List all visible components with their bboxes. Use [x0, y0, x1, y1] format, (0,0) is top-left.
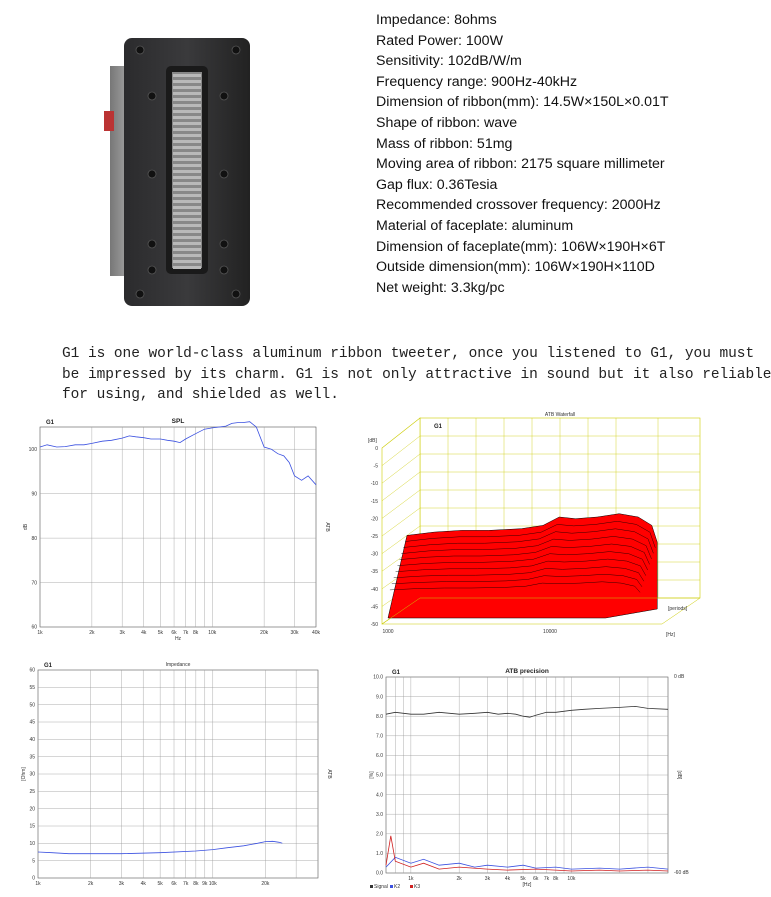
- y-tick-label: 20: [29, 806, 35, 813]
- x-tick-label: 40k: [311, 630, 321, 636]
- right-axis-label: [dB]: [676, 770, 682, 780]
- y-tick-label: 7.0: [376, 733, 383, 740]
- x-tick-label: 4k: [504, 876, 511, 882]
- y-tick-label: -45: [370, 604, 378, 611]
- legend-swatch: [370, 885, 373, 888]
- y-tick-label: 100: [28, 446, 37, 453]
- x-tick-label: 1000: [382, 629, 394, 635]
- x-tick-label: 8k: [193, 881, 199, 887]
- right-axis-label: ATB: [324, 522, 330, 532]
- x-tick-label: 20k: [260, 630, 269, 636]
- x-axis-label: [Hz]: [522, 882, 532, 888]
- y-tick-label: 90: [31, 491, 37, 498]
- plot-frame: [40, 427, 316, 627]
- x-tick-label: 3k: [119, 630, 125, 636]
- y-tick-label: 25: [29, 789, 35, 796]
- y-tick-label: -40: [370, 586, 378, 593]
- x-tick-label: 6k: [171, 630, 177, 636]
- spec-item: Sensitivity: 102dB/W/m: [376, 53, 522, 70]
- x-axis-label: [Hz]: [666, 632, 675, 638]
- x-tick-label: 2k: [456, 876, 462, 882]
- y-axis-label: dB: [23, 523, 29, 531]
- spec-item: Dimension of faceplate(mm): 106W×190H×6T: [376, 238, 666, 255]
- y-tick-label: 15: [29, 823, 35, 830]
- y-tick-label: -30: [370, 551, 378, 558]
- y-tick-label: -35: [370, 569, 378, 576]
- y-tick-label: 0.0: [376, 870, 383, 877]
- x-tick-label: 9k: [202, 881, 208, 887]
- y-tick-label: 35: [29, 754, 35, 761]
- y-tick-label: 30: [29, 771, 35, 778]
- spec-item: Net weight: 3.3kg/pc: [376, 279, 505, 296]
- y-tick-label: -25: [370, 534, 378, 540]
- x-tick-label: 1k: [35, 881, 41, 887]
- x-tick-label: 7k: [182, 630, 189, 636]
- x-tick-label: 10k: [208, 630, 217, 636]
- x-tick-label: 8k: [553, 876, 559, 882]
- product-photo: [100, 36, 270, 308]
- x-tick-label: 5k: [157, 881, 163, 887]
- x-tick-label: 10k: [208, 881, 217, 887]
- spec-list: [376, 10, 694, 298]
- spec-item: Recommended crossover frequency: 2000Hz: [376, 197, 661, 214]
- spec-item: Impedance: 8ohms: [376, 12, 497, 28]
- x-tick-label: 1k: [408, 876, 414, 882]
- spec-item: Moving area of ribbon: 2175 square millimeter: [376, 156, 665, 173]
- right-tick-label: -60 dB: [674, 870, 689, 876]
- spec-item: Outside dimension(mm): 106W×190H×110D: [376, 259, 655, 276]
- x-tick-label: 7k: [543, 876, 550, 882]
- legend-label: K2: [394, 884, 401, 890]
- x-tick-label: 20k: [261, 881, 270, 887]
- y-tick-label: 50: [29, 702, 35, 709]
- right-tick-label: 0 dB: [674, 674, 685, 680]
- x-tick-label: 2k: [87, 881, 94, 887]
- product-description: [62, 344, 771, 406]
- chart-tag: G1: [46, 420, 55, 426]
- y-tick-label: 6.0: [376, 753, 383, 760]
- description-line: for using, and shielded as well.: [62, 387, 339, 404]
- spec-item: Frequency range: 900Hz-40kHz: [376, 73, 578, 90]
- x-tick-label: 10k: [567, 876, 576, 882]
- y-tick-label: 3.0: [376, 811, 383, 818]
- y-tick-label: 80: [31, 535, 37, 542]
- y-tick-label: 70: [31, 580, 37, 587]
- chart-title: SPL: [171, 418, 185, 425]
- chart-tag: G1: [44, 663, 53, 669]
- spec-item: Dimension of ribbon(mm): 14.5W×150L×0.01T: [376, 94, 669, 111]
- y-tick-label: 5: [32, 858, 35, 865]
- x-tick-label: 4k: [140, 881, 146, 887]
- spec-item: Material of faceplate: aluminum: [376, 217, 574, 234]
- waterfall-chart: [350, 410, 690, 642]
- x-tick-label: 10000: [543, 629, 557, 635]
- x-tick-label: 30k: [290, 630, 299, 636]
- x-tick-label: 1k: [37, 630, 43, 636]
- y-tick-label: -10: [370, 481, 378, 488]
- x-tick-label: 5k: [520, 876, 526, 882]
- y-tick-label: 4.0: [376, 792, 383, 799]
- legend-label: K3: [414, 884, 421, 890]
- chart-title: Impedance: [165, 662, 191, 668]
- spec-item: Mass of ribbon: 51mg: [376, 135, 513, 152]
- y-tick-label: 40: [29, 737, 35, 744]
- y-tick-label: -20: [370, 516, 378, 523]
- y-tick-label: -15: [370, 498, 378, 505]
- x-tick-label: 2k: [89, 630, 95, 636]
- x-tick-label: 7k: [183, 881, 189, 887]
- y-tick-label: 60: [29, 667, 35, 674]
- y-tick-label: 55: [29, 685, 35, 692]
- impedance-chart: [8, 658, 332, 890]
- spl-chart: [22, 415, 330, 650]
- legend-label: Signal: [374, 884, 388, 890]
- x-axis-label: Hz: [174, 636, 182, 642]
- x-tick-label: 3k: [484, 876, 491, 882]
- right-axis-label: ATB: [326, 769, 332, 779]
- y-tick-label: 0: [375, 446, 378, 452]
- y-tick-label: 0: [32, 875, 35, 882]
- y-tick-label: 60: [31, 624, 37, 631]
- y-tick-label: 9.0: [376, 694, 383, 701]
- chart-tag: G1: [392, 670, 401, 676]
- y-tick-label: -50: [370, 622, 378, 628]
- x-tick-label: 4k: [141, 630, 147, 636]
- x-tick-label: 5k: [157, 630, 164, 636]
- y-axis-label: [%]: [369, 771, 375, 779]
- legend-swatch: [410, 885, 413, 888]
- description-line: G1 is one world-class aluminum ribbon tweeter, once you listened to G1, you must: [62, 346, 755, 362]
- y-tick-label: 10: [29, 841, 35, 848]
- spec-item: Gap flux: 0.36Tesia: [376, 176, 498, 193]
- y-axis-label: [dB]: [368, 438, 377, 444]
- x-tick-label: 6k: [533, 876, 539, 882]
- y-tick-label: -5: [373, 463, 378, 470]
- y-tick-label: 5.0: [376, 772, 383, 779]
- y-tick-label: 45: [29, 719, 35, 726]
- y-tick-label: 1.0: [376, 851, 383, 858]
- y-tick-label: 10.0: [373, 674, 383, 681]
- y-axis-label: [Ohm]: [21, 767, 27, 781]
- description-line: be impressed by its charm. G1 is not only attractive in sound but it also reliable: [62, 366, 771, 383]
- chart-title: ATB precision: [505, 668, 549, 675]
- precision-chart: [358, 660, 694, 892]
- x-tick-label: 6k: [171, 881, 177, 887]
- legend-swatch: [390, 885, 393, 888]
- chart-title: ATB Waterfall: [544, 412, 576, 418]
- y-tick-label: 2.0: [376, 831, 383, 838]
- chart-tag: G1: [434, 424, 443, 430]
- y-tick-label: 8.0: [376, 713, 383, 720]
- spec-item: Rated Power: 100W: [376, 32, 503, 49]
- x-tick-label: 3k: [118, 881, 125, 887]
- z-axis-label: [periods]: [668, 606, 688, 612]
- x-tick-label: 8k: [192, 630, 199, 636]
- spec-item: Shape of ribbon: wave: [376, 114, 518, 131]
